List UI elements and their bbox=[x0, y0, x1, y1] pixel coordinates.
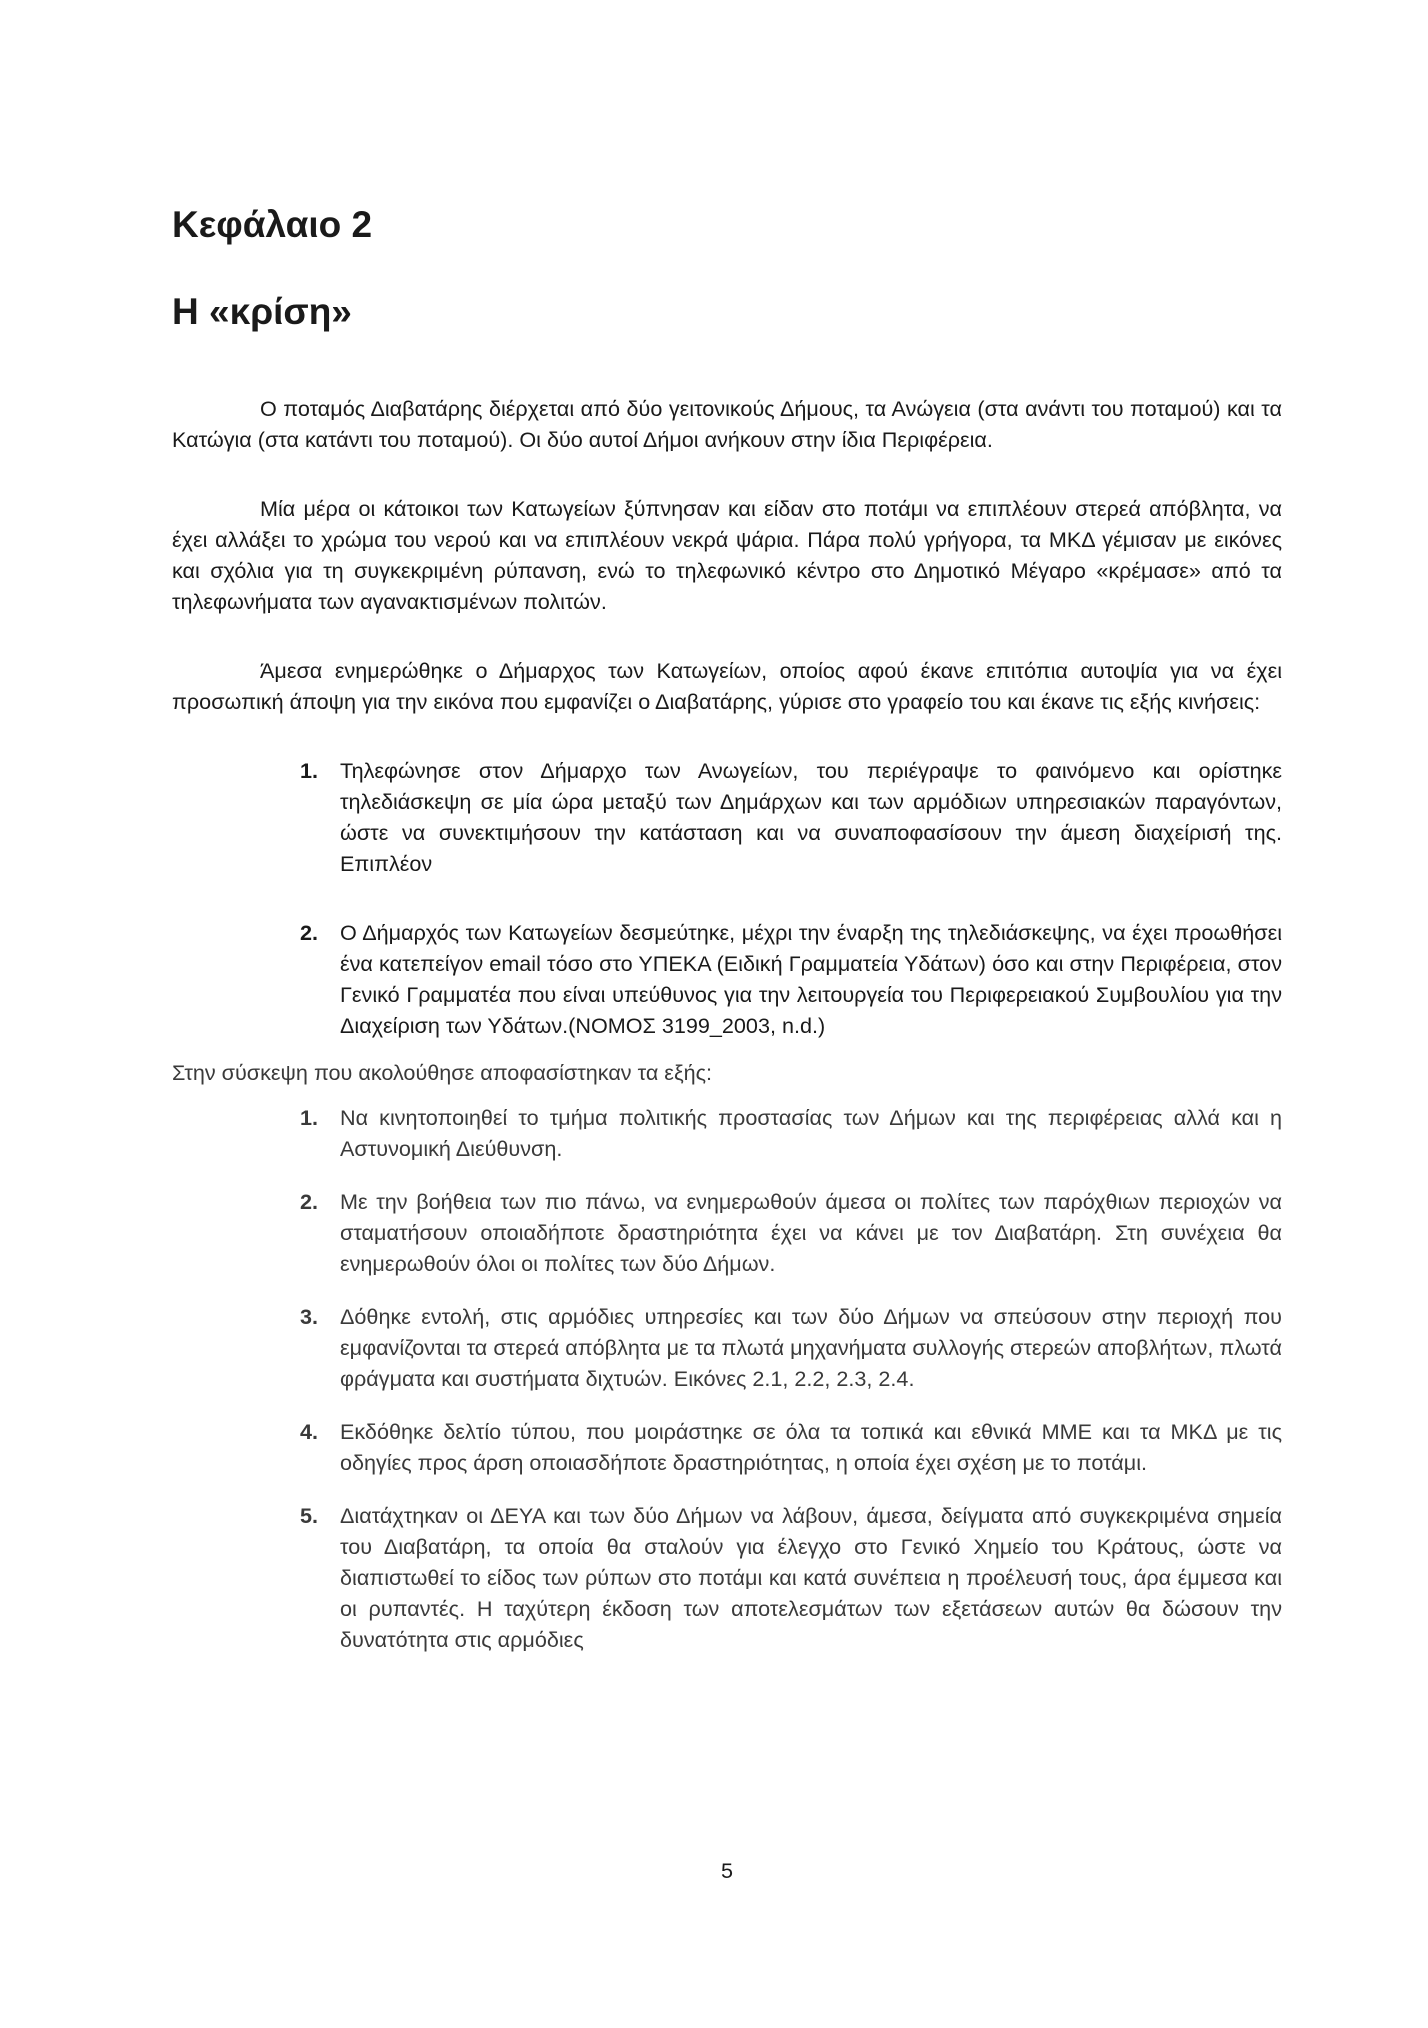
list-item-number: 5. bbox=[300, 1503, 319, 1528]
list-item bbox=[300, 917, 1282, 1041]
list-item-text: Ο Δήμαρχός των Κατωγείων δεσμεύτηκε, μέχρι την έναρξη της τηλεδιάσκεψης, να έχει προωθήσει ένα κατεπείγον email τόσο στο ΥΠΕΚΑ (Ειδική Γραμματεία Υδάτων) όσο και στην Περιφέρεια, στον Γενικό Γραμματέα που είναι υπεύθυνος για την λειτουργεία του Περιφερειακού Συμβουλίου για την Διαχείριση των Υδάτων.(ΝΟΜΟΣ 3199_2003, n.d.) bbox=[340, 920, 1282, 1038]
list-item bbox=[300, 755, 1282, 879]
paragraph-mayor: Άμεσα ενημερώθηκε ο Δήμαρχος των Κατωγείων, οποίος αφού έκανε επιτόπια αυτοψία για να έχει προσωπική άποψη για την εικόνα που εμφανίζει ο Διαβατάρης, γύρισε στο γραφείο του και έκανε τις εξής κινήσεις: bbox=[172, 658, 1282, 714]
decisions-list bbox=[172, 1102, 1282, 1655]
list-item bbox=[300, 1102, 1282, 1164]
meeting-intro: Στην σύσκεψη που ακολούθησε αποφασίστηκαν τα εξής: bbox=[172, 1060, 713, 1085]
list-item-text: Να κινητοποιηθεί το τμήμα πολιτικής προστασίας των Δήμων και της περιφέρειας αλλά και η Αστυνομική Διεύθυνση. bbox=[340, 1105, 1282, 1161]
chapter-title: Η «κρίση» bbox=[172, 291, 352, 332]
list-item-number: 2. bbox=[300, 1189, 319, 1214]
list-item bbox=[300, 1416, 1282, 1478]
list-item-text: Δόθηκε εντολή, στις αρμόδιες υπηρεσίες και των δύο Δήμων να σπεύσουν στην περιοχή που εμφανίζονται τα στερεά απόβλητα με τα πλωτά μηχανήματα συλλογής στερεών αποβλήτων, πλωτά φράγματα και συστήματα διχτυών. Εικόνες 2.1, 2.2, 2.3, 2.4. bbox=[340, 1304, 1282, 1391]
list-item-text: Τηλεφώνησε στον Δήμαρχο των Ανωγείων, του περιέγραψε το φαινόμενο και ορίστηκε τηλεδιάσκεψη σε μία ώρα μεταξύ των Δημάρχων και των αρμόδιων υπηρεσιακών παραγόντων, ώστε να συνεκτιμήσουν την κατάσταση και να συναποφασίσουν την άμεση διαχείρισή της. Επιπλέον bbox=[340, 758, 1282, 876]
list-item-number: 4. bbox=[300, 1419, 319, 1444]
chapter-label: Κεφάλαιο 2 bbox=[172, 204, 373, 245]
list-item-text: Εκδόθηκε δελτίο τύπου, που μοιράστηκε σε όλα τα τοπικά και εθνικά ΜΜΕ και τα ΜΚΔ με τις οδηγίες προς άρση οποιασδήποτε δραστηριότητας, η οποία έχει σχέση με το ποτάμι. bbox=[340, 1419, 1282, 1475]
list-item-number: 2. bbox=[300, 920, 319, 945]
document-page bbox=[172, 0, 1282, 2028]
list-item bbox=[300, 1500, 1282, 1655]
list-item-number: 3. bbox=[300, 1304, 319, 1329]
list-item bbox=[300, 1301, 1282, 1394]
document-body bbox=[172, 393, 1282, 1677]
list-item-text: Με την βοήθεια των πιο πάνω, να ενημερωθούν άμεσα οι πολίτες των παρόχθιων περιοχών να σταματήσουν οποιαδήποτε δραστηριότητα έχει να κάνει με τον Διαβατάρη. Στη συνέχεια θα ενημερωθούν όλοι οι πολίτες των δύο Δήμων. bbox=[340, 1189, 1282, 1276]
list-item-number: 1. bbox=[300, 758, 319, 783]
list-item-text: Διατάχτηκαν οι ΔΕΥΑ και των δύο Δήμων να λάβουν, άμεσα, δείγματα από συγκεκριμένα σημεία του Διαβατάρη, τα οποία θα σταλούν για έλεγχο στο Γενικό Χημείο του Κράτους, ώστε να διαπιστωθεί το είδος των ρύπων στο ποτάμι και κατά συνέπεια η προέλευσή τους, άρα έμμεσα και οι ρυπαντές. Η ταχύτερη έκδοση των αποτελεσμάτων των εξετάσεων αυτών θα δώσουν την δυνατότητα στις αρμόδιες bbox=[340, 1503, 1282, 1652]
list-item-number: 1. bbox=[300, 1105, 319, 1130]
paragraph-incident: Μία μέρα οι κάτοικοι των Κατωγείων ξύπνησαν και είδαν στο ποτάμι να επιπλέουν στερεά απόβλητα, να έχει αλλάξει το χρώμα του νερού και να επιπλέουν νεκρά ψάρια. Πάρα πολύ γρήγορα, τα ΜΚΔ γέμισαν με εικόνες και σχόλια για τη συγκεκριμένη ρύπανση, ενώ το τηλεφωνικό κέντρο στο Δημοτικό Μέγαρο «κρέμασε» από τα τηλεφωνήματα των αγανακτισμένων πολιτών. bbox=[172, 496, 1282, 614]
page-number: 5 bbox=[720, 1858, 733, 1883]
list-item bbox=[300, 1186, 1282, 1279]
actions-list bbox=[172, 755, 1282, 1041]
paragraph-intro: Ο ποταμός Διαβατάρης διέρχεται από δύο γειτονικούς Δήμους, τα Ανώγεια (στα ανάντι του ποταμού) και τα Κατώγια (στα κατάντι του ποταμού). Οι δύο αυτοί Δήμοι ανήκουν στην ίδια Περιφέρεια. bbox=[172, 396, 1282, 452]
